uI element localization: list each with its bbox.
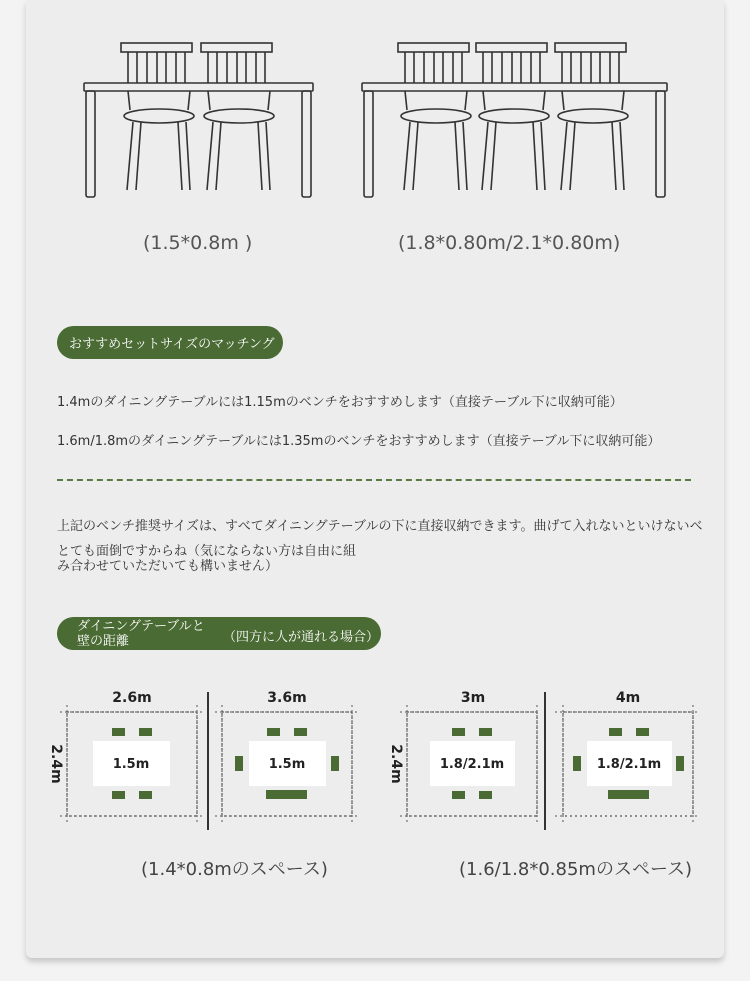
plan2-table-label: 1.5m [268,757,306,772]
space-caption-right: (1.6/1.8*0.85mのスペース) [459,859,693,880]
size-caption-right: (1.8*0.80m/2.1*0.80m) [398,232,621,254]
table-leg-right-b [656,91,665,197]
plan3-height: 2.4m [388,744,404,784]
chair-right-3 [555,43,628,190]
floor-plans [0,680,750,840]
chair-right-1 [398,43,471,190]
dining-set-illustrations [0,0,750,230]
note-line-2: とても面倒ですからね（気にならない方は自由に組 [57,544,357,559]
size-caption-left: (1.5*0.8m ) [143,232,253,254]
plan1-table-label: 1.5m [112,757,150,772]
plan3-width: 3m [460,690,486,706]
plan3-table-label: 1.8/2.1m [439,757,505,772]
floor-plan-2 [215,690,360,823]
plan2-width: 3.6m [267,690,307,706]
floor-plan-3 [388,690,540,823]
distance-pill [57,617,381,650]
floor-plan-4 [555,690,700,823]
plan1-width: 2.6m [112,690,152,706]
table-leg-right-a [364,91,373,197]
distance-pill-subtitle: （四方に人が通れる場合） [223,630,380,645]
chair-left-2 [201,43,274,190]
table-top-right [362,83,667,91]
dashed-divider [57,479,691,481]
note-line-3: み合わせていただいても構いません） [57,559,279,574]
table-leg-left-b [302,91,311,197]
plan1-height: 2.4m [48,744,64,784]
distance-pill-title: ダイニングテーブルと壁の距離 [77,619,205,649]
table-leg-left-a [86,91,95,197]
chair-right-2 [476,43,549,190]
chair-left-1 [121,43,194,190]
plan4-table-label: 1.8/2.1m [596,757,662,772]
recommended-set-pill: おすすめセットサイズのマッチング [57,326,283,359]
recommendation-line-2: 1.6m/1.8mのダイニングテーブルには1.35mのベンチをおすすめします（直接テーブル下に収納可能） [57,434,661,449]
table-top-left [84,83,313,91]
space-caption-left: (1.4*0.8mのスペース) [141,859,328,880]
floor-plan-1 [48,690,205,823]
recommendation-line-1: 1.4mのダイニングテーブルには1.15mのベンチをおすすめします（直接テーブル下に収納可能） [57,395,623,410]
plan4-width: 4m [615,690,641,706]
note-line-1: 上記のベンチ推奨サイズは、すべてダイニングテーブルの下に直接収納できます。曲げて入れないといけないベ [57,519,703,534]
